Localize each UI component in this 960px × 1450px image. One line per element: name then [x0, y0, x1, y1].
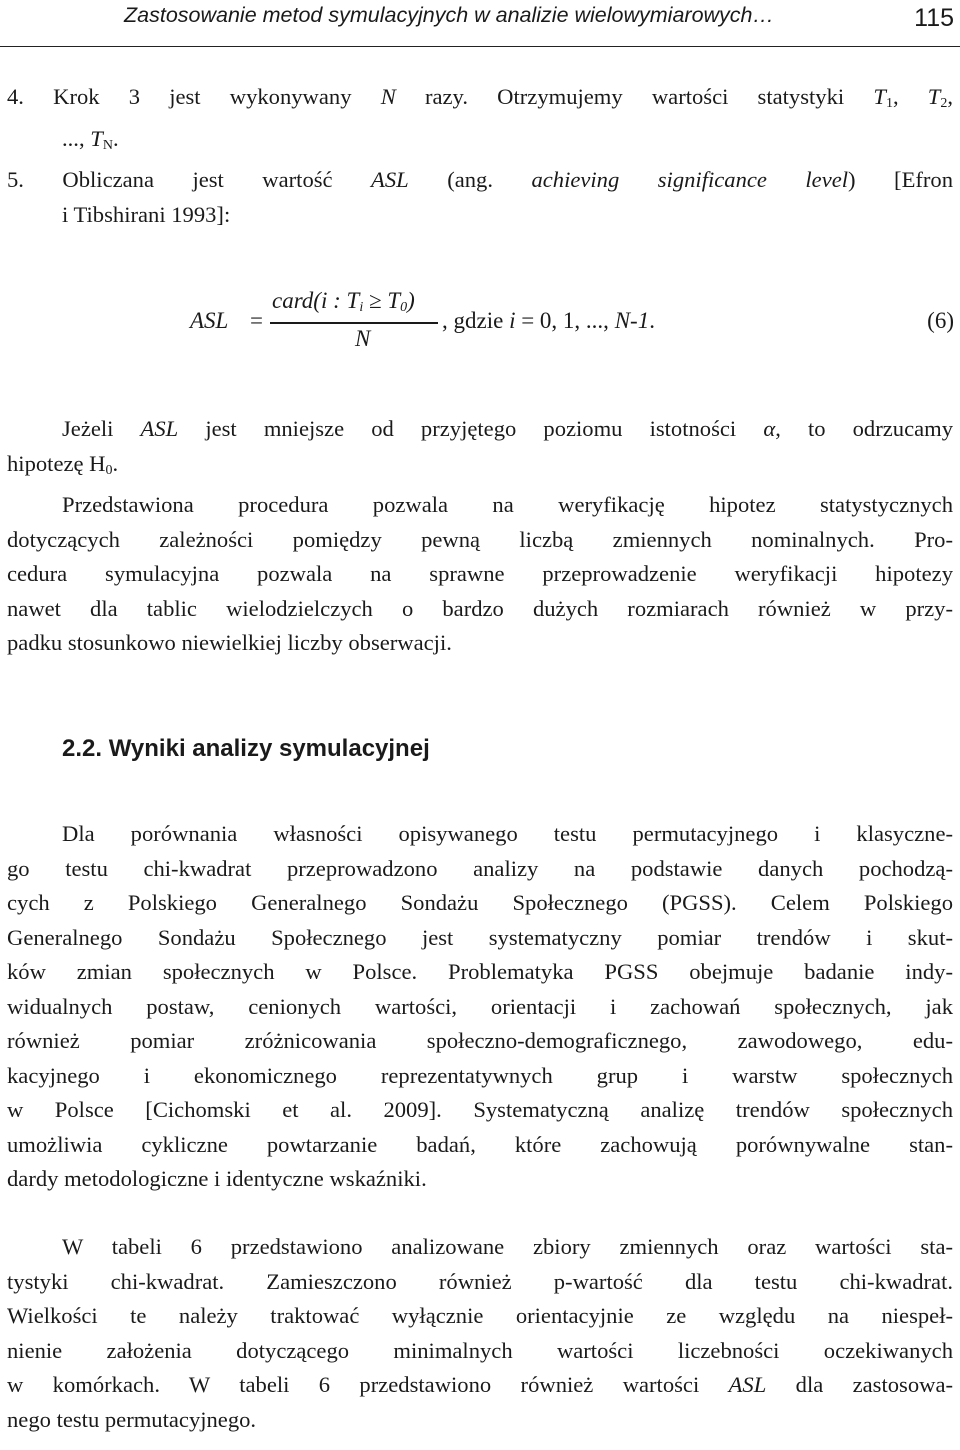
paragraph-pgss: Dla porównania własności opisywanego testu permutacyjnego i klasyczne- go testu chi-kwadrat przeprowadzono analizy na podstawie danych pochodzą- cych z Polskiego Generalnego Sondażu Społecznego (PGSS). Celem Polskiego Generalnego Sondażu Społecznego jest systematyczny pomiar trendów i skut- ków zmian społecznych w Polsce. Problematyka PGSS obejmuje badanie indy- widualnych postaw, cenionych wartości, orientacji i zachowań społecznych, jak również pomiar zróżnicowania społeczno-demograficznego, zawodowego, edu- kacyjnego i ekonomicznego reprezentatywnych grup i warstw społecznych w Polsce [Cichomski et al. 2009]. Systematyczną analizę trendów społecznych umożliwia cykliczne powtarzanie badań, które zachowują porównywalne stan- dardy metodologiczne i identyczne wskaźniki. [7, 821, 953, 1191]
equation-number: (6) [927, 308, 954, 333]
formula-denominator: N [355, 326, 371, 351]
paragraph-procedure: Przedstawiona procedura pozwala na weryfikację hipotez statystycznych dotyczących zależności pomiędzy pewną liczbą zmiennych nominalnych. Pro- cedura symulacyjna pozwala na sprawne przeprowadzenie weryfikacji hipotezy nawet dla tablic wielodzielczych o bardzo dużych rozmiarach również w przy- padku stosunkowo niewielkiej liczby obserwacji. [7, 492, 953, 655]
enumerated-list [7, 80, 953, 232]
formula-numerator: card(i : $T_i \ge T_0$) [272, 288, 415, 315]
alpha-symbol: α [763, 416, 776, 441]
formula-lhs: ASL [190, 308, 229, 333]
list-item-4: 4. Krok 3 jest wykonywany N razy. Otrzymujemy wartości statystyki $T_1$, $T_2$, [7, 84, 953, 111]
paragraph-hypothesis: Jeżeli ASL jest mniejsze od przyjętego poziomu istotności α, to odrzucamy hipotezę $H_0$. [7, 416, 954, 478]
fraction-bar [270, 322, 438, 324]
list-item-5: 5. Obliczana jest wartość ASL (ang. achieving significance level) [Efron [7, 167, 954, 192]
formula-equals: = [250, 308, 263, 333]
page-header [0, 0, 960, 47]
list-item-5-cont: i Tibshirani 1993]: [62, 201, 231, 227]
list-item-4-cont: ..., $T_N$. [62, 125, 119, 153]
equation-6 [190, 288, 960, 368]
page-number: 115 [914, 4, 954, 32]
section-heading: 2.2. Wyniki analizy symulacyjnej [62, 735, 430, 762]
paragraph-table6: W tabeli 6 przedstawiono analizowane zbiory zmiennych oraz wartości sta- tystyki chi-kwadrat. Zamieszczono również p-wartość dla testu chi-kwadrat. Wielkości te należy traktować wyłącznie orientacyjnie ze względu na niespeł- nienie założenia dotyczącego minimalnych wartości liczebności oczekiwanych w komórkach. W tabeli 6 przedstawiono również wartości ASL dla zastosowa- nego testu permutacyjnego. [7, 1234, 953, 1432]
running-title: Zastosowanie metod symulacyjnych w analizie wielowymiarowych… [124, 3, 775, 27]
formula-condition: , gdzie i = 0, 1, ..., N-1. [442, 308, 655, 333]
